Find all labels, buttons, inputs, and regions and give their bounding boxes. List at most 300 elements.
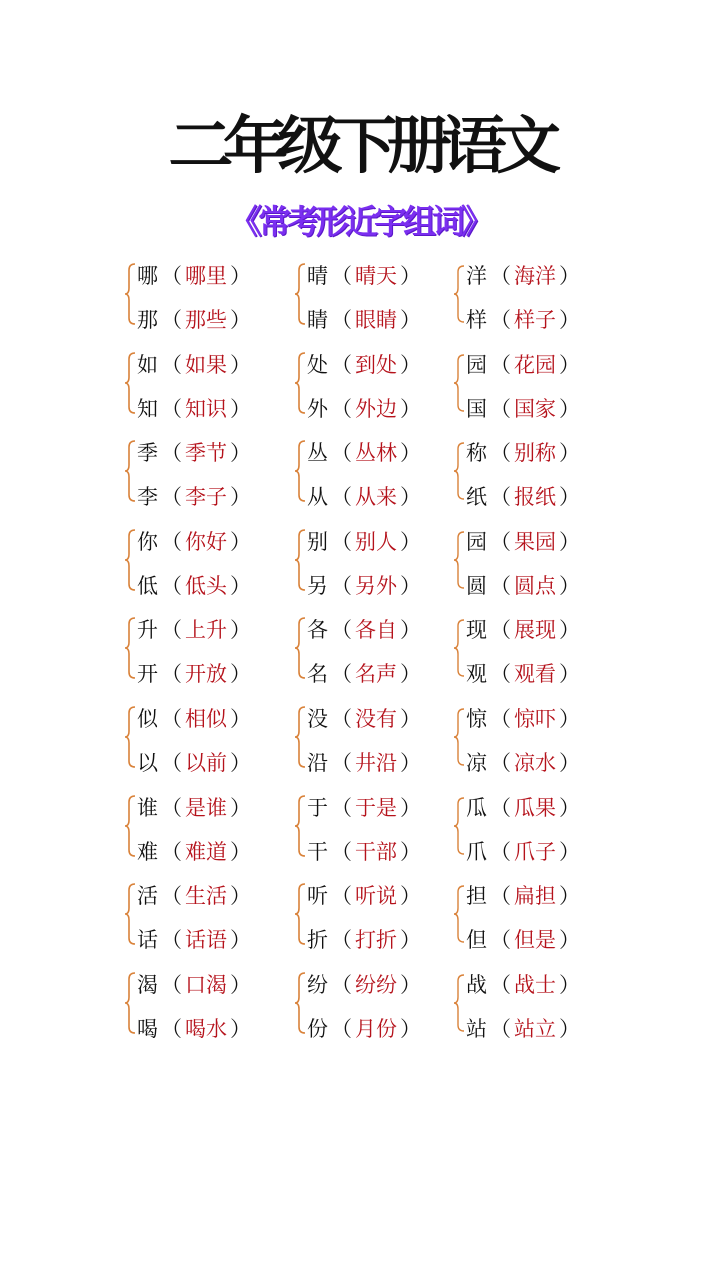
open-paren: （ xyxy=(490,972,511,997)
word-pair xyxy=(454,254,624,344)
word-entry xyxy=(137,300,254,340)
character: 观 xyxy=(466,662,487,687)
brace-bracket xyxy=(295,616,307,680)
word-pair xyxy=(125,963,295,1053)
close-paren: ） xyxy=(230,396,251,421)
character: 从 xyxy=(307,485,328,510)
word-pair xyxy=(125,608,295,698)
word-pair xyxy=(295,786,465,876)
brace-bracket xyxy=(454,794,466,858)
compound-word: 海洋 xyxy=(514,264,556,288)
close-paren: ） xyxy=(230,618,251,643)
word-pair xyxy=(125,343,295,433)
open-paren: （ xyxy=(161,441,182,466)
open-paren: （ xyxy=(490,573,511,598)
close-paren: ） xyxy=(400,662,421,687)
open-paren: （ xyxy=(331,396,352,421)
close-paren: ） xyxy=(559,396,580,421)
open-paren: （ xyxy=(331,352,352,377)
close-paren: ） xyxy=(559,928,580,953)
close-paren: ） xyxy=(559,485,580,510)
compound-word: 低头 xyxy=(185,573,227,598)
character: 李 xyxy=(137,485,158,510)
open-paren: （ xyxy=(331,707,352,731)
character: 外 xyxy=(307,396,328,421)
word-entry xyxy=(466,743,583,783)
compound-word: 纷纷 xyxy=(355,972,397,997)
word-entry xyxy=(307,477,424,517)
close-paren: ） xyxy=(230,884,251,909)
character: 升 xyxy=(137,618,158,643)
close-paren: ） xyxy=(400,352,421,377)
open-paren: （ xyxy=(161,795,182,820)
open-paren: （ xyxy=(490,352,511,377)
open-paren: （ xyxy=(161,928,182,953)
word-pair xyxy=(454,520,624,610)
compound-word: 名声 xyxy=(355,662,397,687)
word-entry xyxy=(466,1009,583,1049)
compound-word: 没有 xyxy=(355,707,397,731)
compound-word: 站立 xyxy=(514,1016,556,1041)
character: 以 xyxy=(137,751,158,775)
word-entry xyxy=(466,433,583,473)
close-paren: ） xyxy=(230,972,251,997)
close-paren: ） xyxy=(230,529,251,554)
open-paren: （ xyxy=(161,485,182,510)
character: 沿 xyxy=(307,751,328,775)
word-entry xyxy=(137,699,254,739)
brace-bracket xyxy=(125,882,137,946)
open-paren: （ xyxy=(490,396,511,421)
close-paren: ） xyxy=(559,441,580,466)
character: 哪 xyxy=(137,264,158,288)
character: 称 xyxy=(466,441,487,466)
open-paren: （ xyxy=(161,618,182,643)
character: 丛 xyxy=(307,441,328,466)
word-entry xyxy=(137,522,254,562)
close-paren: ） xyxy=(559,662,580,687)
character: 晴 xyxy=(307,264,328,288)
open-paren: （ xyxy=(490,662,511,687)
character: 园 xyxy=(466,529,487,554)
word-entry xyxy=(466,300,583,340)
open-paren: （ xyxy=(490,839,511,864)
word-pair xyxy=(125,874,295,964)
open-paren: （ xyxy=(490,441,511,466)
word-pair xyxy=(454,608,624,698)
word-entry xyxy=(137,389,254,429)
close-paren: ） xyxy=(559,751,580,775)
character: 样 xyxy=(466,308,487,332)
word-pair xyxy=(295,608,465,698)
word-entry xyxy=(466,477,583,517)
word-entry xyxy=(137,1009,254,1049)
compound-word: 丛林 xyxy=(355,441,397,466)
character: 折 xyxy=(307,928,328,953)
word-pair xyxy=(454,343,624,433)
open-paren: （ xyxy=(331,884,352,909)
compound-word: 李子 xyxy=(185,485,227,510)
open-paren: （ xyxy=(490,795,511,820)
compound-word: 井沿 xyxy=(355,751,397,775)
word-entry xyxy=(466,832,583,872)
close-paren: ） xyxy=(400,795,421,820)
word-entry xyxy=(307,920,424,960)
word-entry xyxy=(137,832,254,872)
word-pair xyxy=(454,697,624,787)
word-entry xyxy=(466,654,583,694)
compound-word: 那些 xyxy=(185,308,227,332)
close-paren: ） xyxy=(559,972,580,997)
compound-word: 瓜果 xyxy=(514,795,556,820)
character: 战 xyxy=(466,972,487,997)
close-paren: ） xyxy=(230,707,251,731)
word-pair xyxy=(125,697,295,787)
word-pair xyxy=(125,431,295,521)
word-pair xyxy=(295,343,465,433)
compound-word: 样子 xyxy=(514,308,556,332)
open-paren: （ xyxy=(331,618,352,643)
open-paren: （ xyxy=(161,884,182,909)
word-pair xyxy=(454,963,624,1053)
compound-word: 生活 xyxy=(185,884,227,909)
close-paren: ） xyxy=(400,308,421,332)
close-paren: ） xyxy=(230,928,251,953)
word-entry xyxy=(466,566,583,606)
word-pair xyxy=(454,431,624,521)
brace-bracket xyxy=(295,971,307,1035)
word-pair xyxy=(295,697,465,787)
compound-word: 别人 xyxy=(355,529,397,554)
close-paren: ） xyxy=(230,308,251,332)
character: 知 xyxy=(137,396,158,421)
character: 处 xyxy=(307,352,328,377)
close-paren: ） xyxy=(230,573,251,598)
open-paren: （ xyxy=(161,1016,182,1041)
character: 干 xyxy=(307,839,328,864)
close-paren: ） xyxy=(559,529,580,554)
open-paren: （ xyxy=(331,839,352,864)
close-paren: ） xyxy=(400,441,421,466)
compound-word: 话语 xyxy=(185,928,227,953)
word-entry xyxy=(307,300,424,340)
close-paren: ） xyxy=(400,707,421,731)
brace-bracket xyxy=(125,262,137,326)
close-paren: ） xyxy=(230,352,251,377)
compound-word: 另外 xyxy=(355,573,397,598)
close-paren: ） xyxy=(559,573,580,598)
character: 担 xyxy=(466,884,487,909)
brace-bracket xyxy=(125,705,137,769)
close-paren: ） xyxy=(400,485,421,510)
character: 惊 xyxy=(466,707,487,731)
word-entry xyxy=(466,522,583,562)
word-entry xyxy=(307,610,424,650)
open-paren: （ xyxy=(490,618,511,643)
brace-bracket xyxy=(454,971,466,1035)
open-paren: （ xyxy=(490,751,511,775)
compound-word: 凉水 xyxy=(514,751,556,775)
open-paren: （ xyxy=(161,529,182,554)
close-paren: ） xyxy=(400,618,421,643)
character: 谁 xyxy=(137,795,158,820)
close-paren: ） xyxy=(400,884,421,909)
word-entry xyxy=(466,389,583,429)
page-title: 二年级下册语文 xyxy=(168,109,551,182)
word-pair xyxy=(125,520,295,610)
close-paren: ） xyxy=(400,396,421,421)
brace-bracket xyxy=(454,439,466,503)
word-entry xyxy=(307,699,424,739)
open-paren: （ xyxy=(331,928,352,953)
brace-bracket xyxy=(454,351,466,415)
word-entry xyxy=(307,788,424,828)
brace-bracket xyxy=(125,794,137,858)
brace-bracket xyxy=(125,351,137,415)
word-entry xyxy=(307,876,424,916)
open-paren: （ xyxy=(490,485,511,510)
compound-word: 扁担 xyxy=(514,884,556,909)
character: 名 xyxy=(307,662,328,687)
close-paren: ） xyxy=(400,751,421,775)
compound-word: 圆点 xyxy=(514,573,556,598)
close-paren: ） xyxy=(559,1016,580,1041)
close-paren: ） xyxy=(559,618,580,643)
character: 话 xyxy=(137,928,158,953)
compound-word: 开放 xyxy=(185,662,227,687)
character: 睛 xyxy=(307,308,328,332)
word-entry xyxy=(137,788,254,828)
compound-word: 眼睛 xyxy=(355,308,397,332)
character: 别 xyxy=(307,529,328,554)
brace-bracket xyxy=(454,262,466,326)
word-entry xyxy=(466,920,583,960)
character: 园 xyxy=(466,352,487,377)
compound-word: 口渴 xyxy=(185,972,227,997)
brace-bracket xyxy=(295,439,307,503)
compound-word: 哪里 xyxy=(185,264,227,288)
word-entry xyxy=(307,1009,424,1049)
compound-word: 报纸 xyxy=(514,485,556,510)
compound-word: 战士 xyxy=(514,972,556,997)
compound-word: 你好 xyxy=(185,529,227,554)
brace-bracket xyxy=(295,705,307,769)
compound-word: 喝水 xyxy=(185,1016,227,1041)
compound-word: 到处 xyxy=(355,352,397,377)
compound-word: 于是 xyxy=(355,795,397,820)
compound-word: 以前 xyxy=(185,751,227,775)
word-entry xyxy=(307,389,424,429)
open-paren: （ xyxy=(490,884,511,909)
open-paren: （ xyxy=(331,1016,352,1041)
open-paren: （ xyxy=(331,751,352,775)
character: 于 xyxy=(307,795,328,820)
word-entry xyxy=(307,832,424,872)
character: 纷 xyxy=(307,972,328,997)
compound-word: 打折 xyxy=(355,928,397,953)
character: 站 xyxy=(466,1016,487,1041)
character: 份 xyxy=(307,1016,328,1041)
open-paren: （ xyxy=(331,485,352,510)
open-paren: （ xyxy=(331,529,352,554)
word-entry xyxy=(466,610,583,650)
brace-bracket xyxy=(295,262,307,326)
character: 季 xyxy=(137,441,158,466)
open-paren: （ xyxy=(161,308,182,332)
compound-word: 爪子 xyxy=(514,839,556,864)
word-entry xyxy=(137,876,254,916)
close-paren: ） xyxy=(230,751,251,775)
open-paren: （ xyxy=(161,972,182,997)
word-pair xyxy=(125,254,295,344)
close-paren: ） xyxy=(559,264,580,288)
open-paren: （ xyxy=(161,352,182,377)
open-paren: （ xyxy=(161,662,182,687)
brace-bracket xyxy=(125,528,137,592)
close-paren: ） xyxy=(230,1016,251,1041)
brace-bracket xyxy=(125,971,137,1035)
character: 活 xyxy=(137,884,158,909)
word-pair xyxy=(454,786,624,876)
character: 纸 xyxy=(466,485,487,510)
character: 喝 xyxy=(137,1016,158,1041)
word-entry xyxy=(137,654,254,694)
close-paren: ） xyxy=(230,441,251,466)
open-paren: （ xyxy=(490,529,511,554)
open-paren: （ xyxy=(331,308,352,332)
character: 现 xyxy=(466,618,487,643)
close-paren: ） xyxy=(400,264,421,288)
brace-bracket xyxy=(454,616,466,680)
open-paren: （ xyxy=(161,264,182,288)
close-paren: ） xyxy=(559,795,580,820)
character: 洋 xyxy=(466,264,487,288)
character: 你 xyxy=(137,529,158,554)
word-entry xyxy=(307,345,424,385)
brace-bracket xyxy=(125,616,137,680)
character: 似 xyxy=(137,707,158,731)
word-pair xyxy=(295,431,465,521)
close-paren: ） xyxy=(400,839,421,864)
close-paren: ） xyxy=(400,573,421,598)
compound-word: 季节 xyxy=(185,441,227,466)
word-entry xyxy=(466,345,583,385)
close-paren: ） xyxy=(230,795,251,820)
open-paren: （ xyxy=(331,573,352,598)
word-pair xyxy=(295,520,465,610)
compound-word: 但是 xyxy=(514,928,556,953)
close-paren: ） xyxy=(400,1016,421,1041)
word-pair xyxy=(295,254,465,344)
character: 低 xyxy=(137,573,158,598)
close-paren: ） xyxy=(559,839,580,864)
character: 没 xyxy=(307,707,328,731)
word-entry xyxy=(466,965,583,1005)
word-entry xyxy=(466,788,583,828)
character: 圆 xyxy=(466,573,487,598)
word-entry xyxy=(137,743,254,783)
open-paren: （ xyxy=(161,573,182,598)
character: 各 xyxy=(307,618,328,643)
compound-word: 晴天 xyxy=(355,264,397,288)
open-paren: （ xyxy=(161,839,182,864)
close-paren: ） xyxy=(230,485,251,510)
character: 凉 xyxy=(466,751,487,775)
open-paren: （ xyxy=(490,707,511,731)
word-pair xyxy=(454,874,624,964)
word-entry xyxy=(307,654,424,694)
character: 另 xyxy=(307,573,328,598)
word-entry xyxy=(137,920,254,960)
word-pair xyxy=(125,786,295,876)
open-paren: （ xyxy=(490,308,511,332)
open-paren: （ xyxy=(161,707,182,731)
character: 难 xyxy=(137,839,158,864)
compound-word: 国家 xyxy=(514,396,556,421)
compound-word: 花园 xyxy=(514,352,556,377)
open-paren: （ xyxy=(331,662,352,687)
word-entry xyxy=(466,699,583,739)
word-entry xyxy=(307,965,424,1005)
open-paren: （ xyxy=(490,1016,511,1041)
character: 如 xyxy=(137,352,158,377)
compound-word: 干部 xyxy=(355,839,397,864)
close-paren: ） xyxy=(230,839,251,864)
word-entry xyxy=(137,965,254,1005)
close-paren: ） xyxy=(400,529,421,554)
brace-bracket xyxy=(295,794,307,858)
close-paren: ） xyxy=(230,662,251,687)
close-paren: ） xyxy=(400,928,421,953)
open-paren: （ xyxy=(331,972,352,997)
close-paren: ） xyxy=(559,707,580,731)
compound-word: 展现 xyxy=(514,618,556,643)
word-entry xyxy=(137,433,254,473)
word-entry xyxy=(307,566,424,606)
word-entry xyxy=(466,876,583,916)
character: 但 xyxy=(466,928,487,953)
brace-bracket xyxy=(125,439,137,503)
brace-bracket xyxy=(454,528,466,592)
compound-word: 观看 xyxy=(514,662,556,687)
word-entry xyxy=(307,743,424,783)
word-entry xyxy=(307,256,424,296)
page-subtitle: 《常考形近字组词》 xyxy=(229,202,490,241)
word-pair xyxy=(295,874,465,964)
brace-bracket xyxy=(295,351,307,415)
word-entry xyxy=(307,433,424,473)
compound-word: 别称 xyxy=(514,441,556,466)
compound-word: 惊吓 xyxy=(514,707,556,731)
word-pair xyxy=(295,963,465,1053)
open-paren: （ xyxy=(331,795,352,820)
word-entry xyxy=(137,477,254,517)
compound-word: 相似 xyxy=(185,707,227,731)
compound-word: 果园 xyxy=(514,529,556,554)
word-entry xyxy=(137,345,254,385)
word-entry xyxy=(137,610,254,650)
compound-word: 知识 xyxy=(185,396,227,421)
compound-word: 如果 xyxy=(185,352,227,377)
close-paren: ） xyxy=(230,264,251,288)
compound-word: 各自 xyxy=(355,618,397,643)
character: 那 xyxy=(137,308,158,332)
brace-bracket xyxy=(295,882,307,946)
close-paren: ） xyxy=(559,308,580,332)
word-entry xyxy=(137,256,254,296)
compound-word: 听说 xyxy=(355,884,397,909)
character: 瓜 xyxy=(466,795,487,820)
